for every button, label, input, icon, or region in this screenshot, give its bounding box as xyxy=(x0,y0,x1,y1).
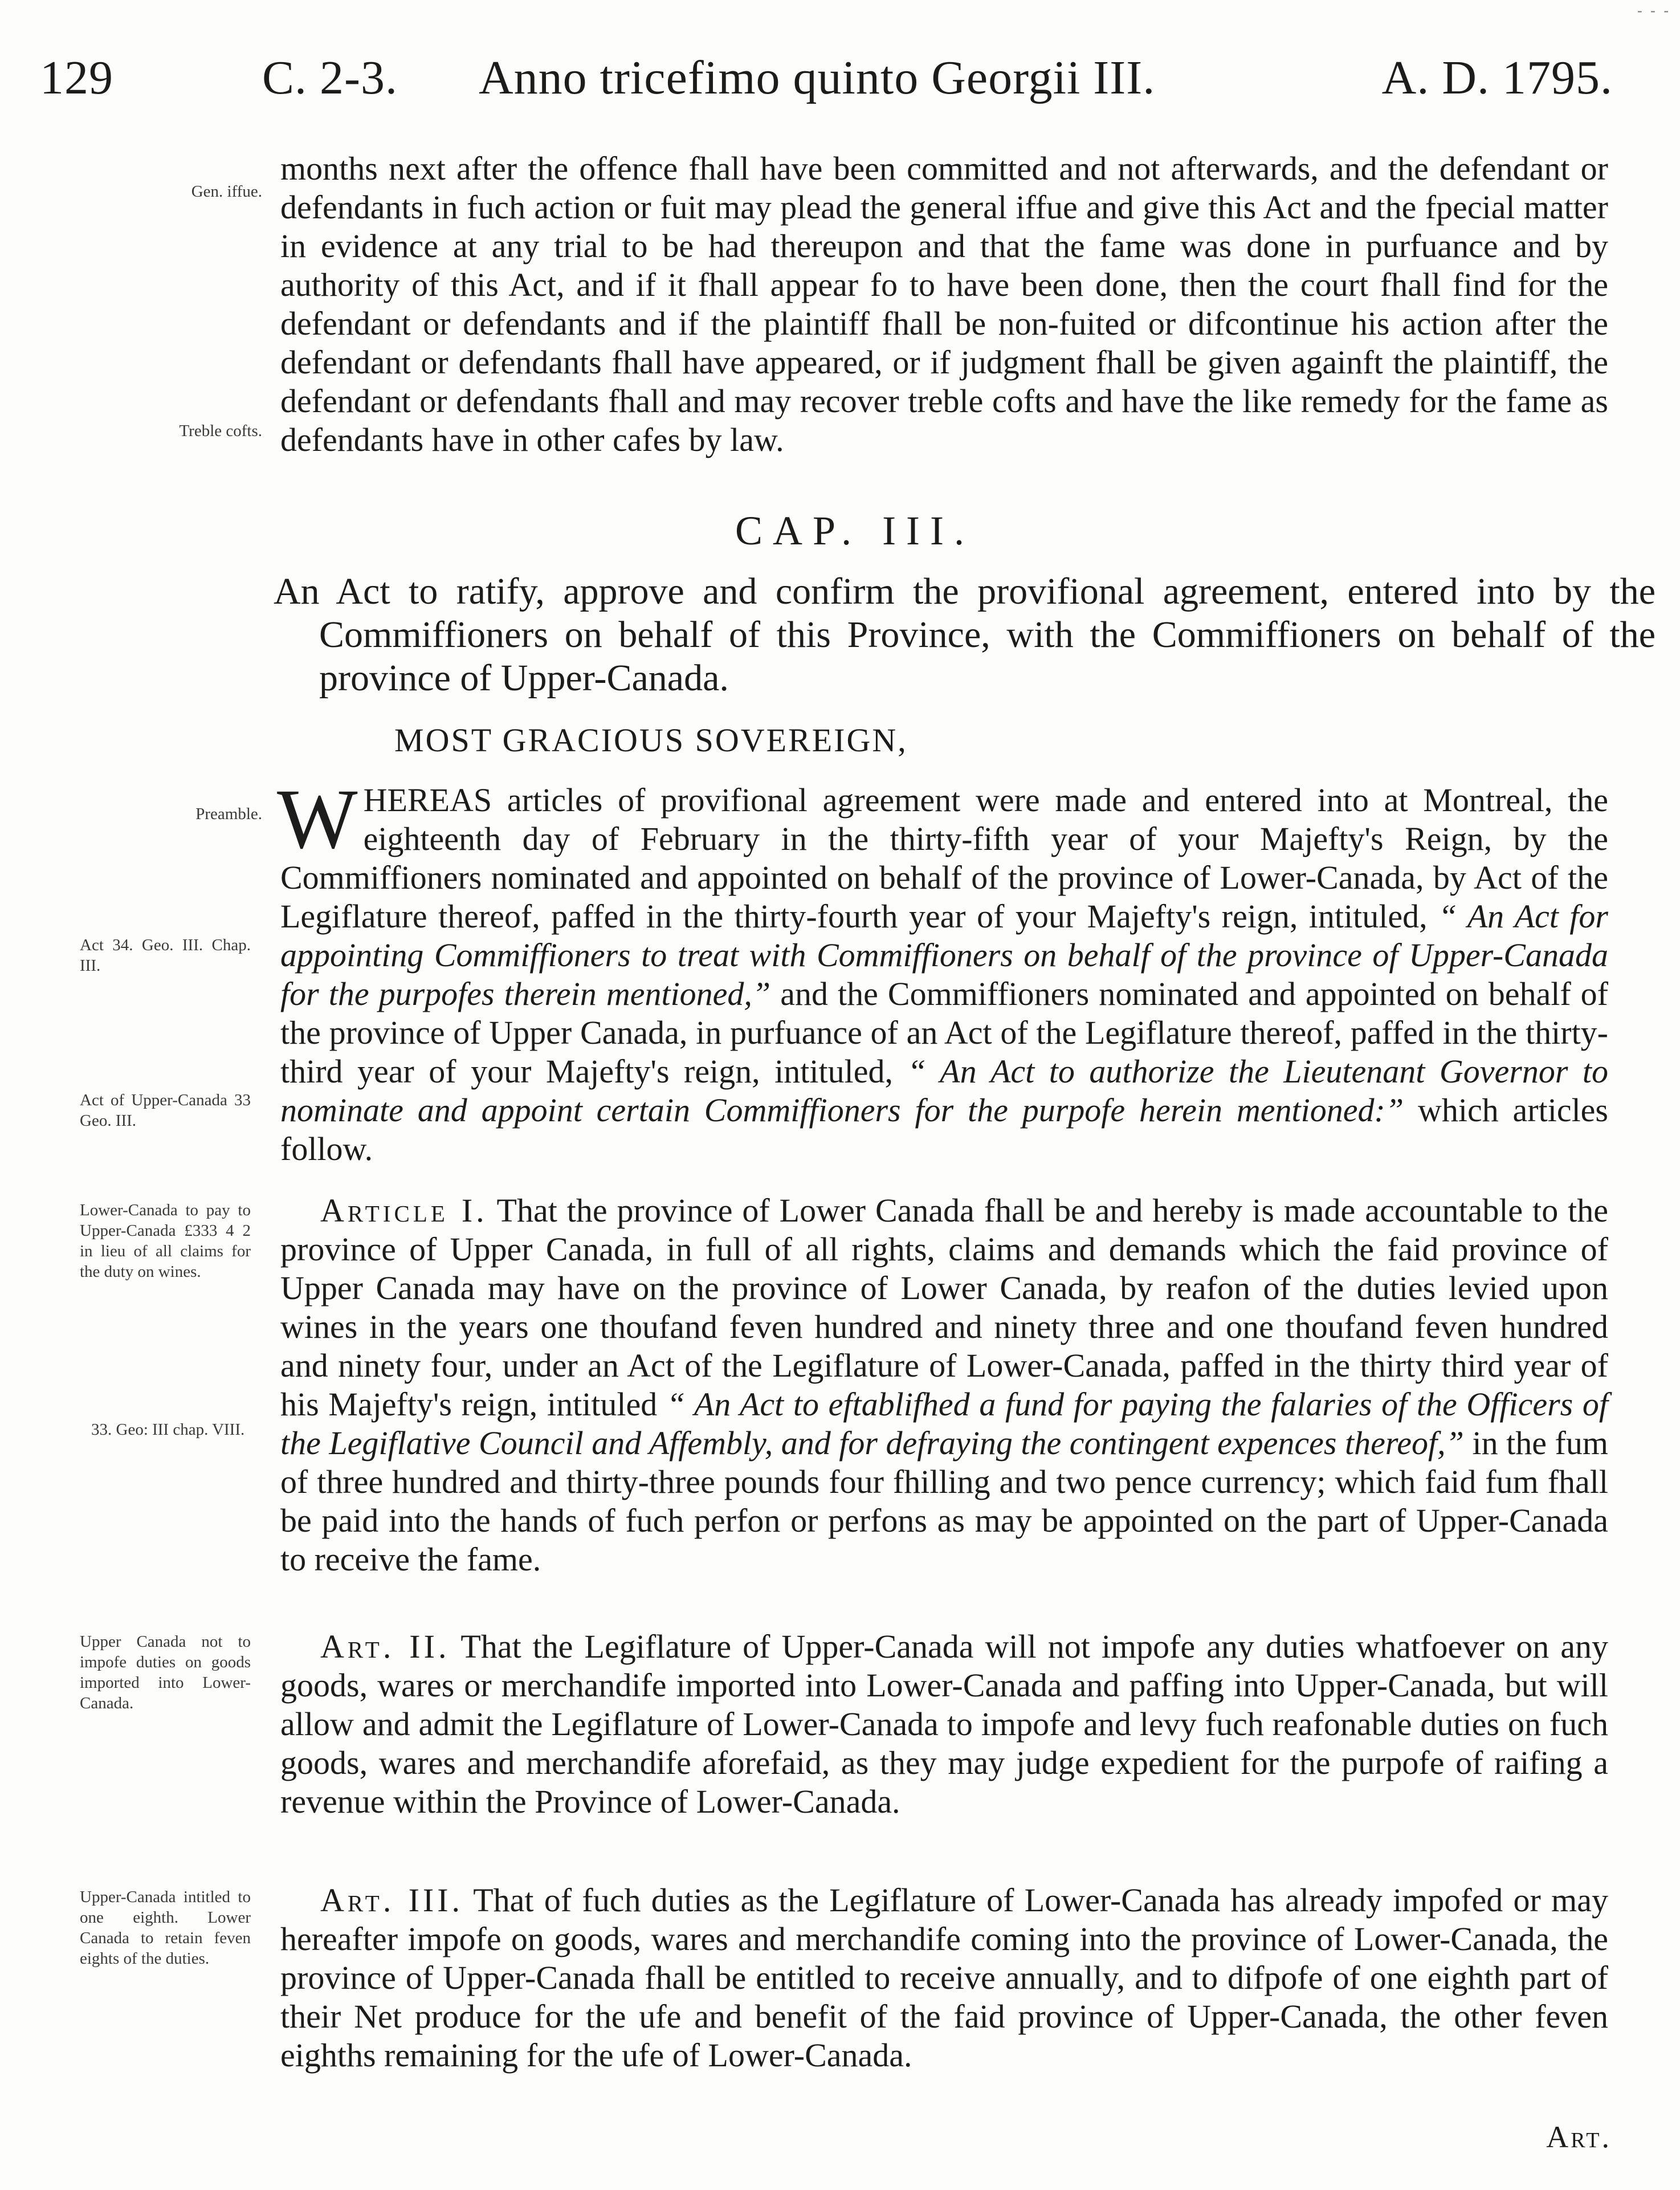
article-1-text-end: in the fum of three hundred and thirty-three pounds four fhilling and two pence currency; which faid fum fhall be paid into the hands of fuch perfon or perfons as may be appointed on the part of Upper-Canada to receive the fame. xyxy=(280,1424,1608,1578)
article-2-label: Art. II. xyxy=(320,1628,450,1665)
margin-note-lower-canada-to-pay: Lower-Canada to pay to Upper-Canada £333 4 2 in lieu of all claims for the duty on wines. xyxy=(80,1201,251,1281)
corner-mark: - - - xyxy=(1637,2,1671,19)
act-title: An Act to ratify, approve and confirm the provifional agreement, entered into by the Commiffioners on behalf of this Province, with the Commiffioners on behalf of the province of Upper-Canada. xyxy=(274,571,1655,699)
margin-note-upper-canada-one-eighth: Upper-Canada intitled to one eighth. Lower Canada to retain feven eights of the duties. xyxy=(80,1888,251,1968)
preamble-text-mid: and the Commiffioners nominated and appointed on behalf of the province of Upper Canada, in purfuance of an Act of the Legiflature thereof, paffed in the thirty-third year of your Majefty's reign, intituled, xyxy=(280,975,1608,1090)
preamble-paragraph xyxy=(277,772,1608,1169)
margin-note-preamble: Preamble. xyxy=(195,805,262,823)
running-title: Anno tricefimo quinto Georgii III. xyxy=(479,51,1156,104)
preamble-citation-1: “ An Act for appointing Commiffioners to treat with Commiffioners on behalf of the province of Upper-Canada for the purpofes therein mentioned,” xyxy=(280,898,1608,1012)
preamble-text-start: HEREAS articles of provifional agreement were made and entered into at Montreal, the eighteenth day of February in the thirty-fifth year of your Majefty's Reign, by the Commiffioners nominated and appointed on behalf of the province of Lower-Canada, by Act of the Legiflature thereof, paffed in the thirty-fourth year of your Majefty's reign, intituled, xyxy=(280,781,1608,935)
article-1-paragraph xyxy=(280,1191,1608,1579)
drop-cap: W xyxy=(277,772,358,866)
catchword: Art. xyxy=(1546,2120,1612,2154)
article-2-text: That the Legiflature of Upper-Canada will not impofe any duties whatfoever on any goods, wares or merchandife imported into Lower-Canada and paffing into Upper-Canada, but will allow and admit the Legiflature of Lower-Canada to impofe and levy fuch reafonable duties on fuch goods, wares and merchandife aforefaid, as they may judge expedient for the purpofe of raifing a revenue within the Province of Lower-Canada. xyxy=(280,1628,1608,1820)
page-number: 129 xyxy=(40,51,113,104)
article-1-text-start: That the province of Lower Canada fhall be and hereby is made accountable to the province of Upper Canada, in full of all rights, claims and demands which the faid province of Upper Canada may have on the province of Lower Canada, by reafon of the duties levied upon wines in the years one thoufand feven hundred and ninety three and one thoufand feven hundred and ninety four, under an Act of the Legiflature of Lower-Canada, paffed in the thirty third year of his Majefty's reign, intituled xyxy=(280,1192,1609,1423)
article-3-label: Art. III. xyxy=(320,1882,464,1919)
article-2-paragraph xyxy=(280,1627,1608,1821)
margin-note-act-34: Act 34. Geo. III. Chap. III. xyxy=(80,936,251,975)
margin-note-treble-costs: Treble cofts. xyxy=(179,422,262,440)
salutation: MOST GRACIOUS SOVEREIGN, xyxy=(394,722,908,759)
margin-note-act-upper-canada: Act of Upper-Canada 33 Geo. III. xyxy=(80,1091,251,1130)
continuation-paragraph: months next after the offence fhall have been committed and not afterwards, and the defendant or defendants in fuch action or fuit may plead the general iffue and give this Act and the fpecial matter in evidence at any trial to be had thereupon and that the fame was done in purfuance and by authority of this Act, and if it fhall appear fo to have been done, then the court fhall find for the defendant or defendants and if the plaintiff fhall be non-fuited or difcontinue his action after the defendant or defendants fhall have appeared, or if judgment fhall be given againft the plaintiff, the defendant or defendants fhall and may recover treble cofts and have the like remedy for the fame as defendants have in other cafes by law. xyxy=(280,150,1608,458)
preamble-citation-2: “ An Act to authorize the Lieutenant Governor to nominate and appoint certain Commiffioners for the purpofe herein mentioned:” xyxy=(280,1053,1608,1129)
header-year: A. D. 1795. xyxy=(1381,51,1613,104)
preamble-text-end: which articles follow. xyxy=(280,1092,1608,1167)
margin-note-general-issue: Gen. iffue. xyxy=(191,182,262,201)
article-3-text: That of fuch duties as the Legiflature of Lower-Canada has already impofed or may hereafter impofe on goods, wares and merchandife coming into the province of Lower-Canada, the province of Upper-Canada fhall be entitled to receive annually, and to difpofe of one eighth part of their Net produce for the ufe and benefit of the faid province of Upper-Canada, the other feven eighths remaining for the ufe of Lower-Canada. xyxy=(280,1882,1608,2074)
running-header xyxy=(40,50,1613,119)
margin-note-act-33-chap-8: 33. Geo: III chap. VIII. xyxy=(91,1420,245,1439)
article-1-citation: “ An Act to eftablifhed a fund for paying the falaries of the Officers of the Legiflative Council and Affembly, and for defraying the contingent expences thereof,” xyxy=(280,1386,1609,1462)
chapter-reference: C. 2-3. xyxy=(262,51,398,104)
chapter-heading: CAP. III. xyxy=(735,508,975,553)
margin-note-upper-canada-not-impose: Upper Canada not to impofe duties on goods imported into Lower-Canada. xyxy=(80,1633,251,1712)
article-1-label: Article I. xyxy=(320,1192,488,1229)
article-3-paragraph xyxy=(280,1881,1608,2075)
